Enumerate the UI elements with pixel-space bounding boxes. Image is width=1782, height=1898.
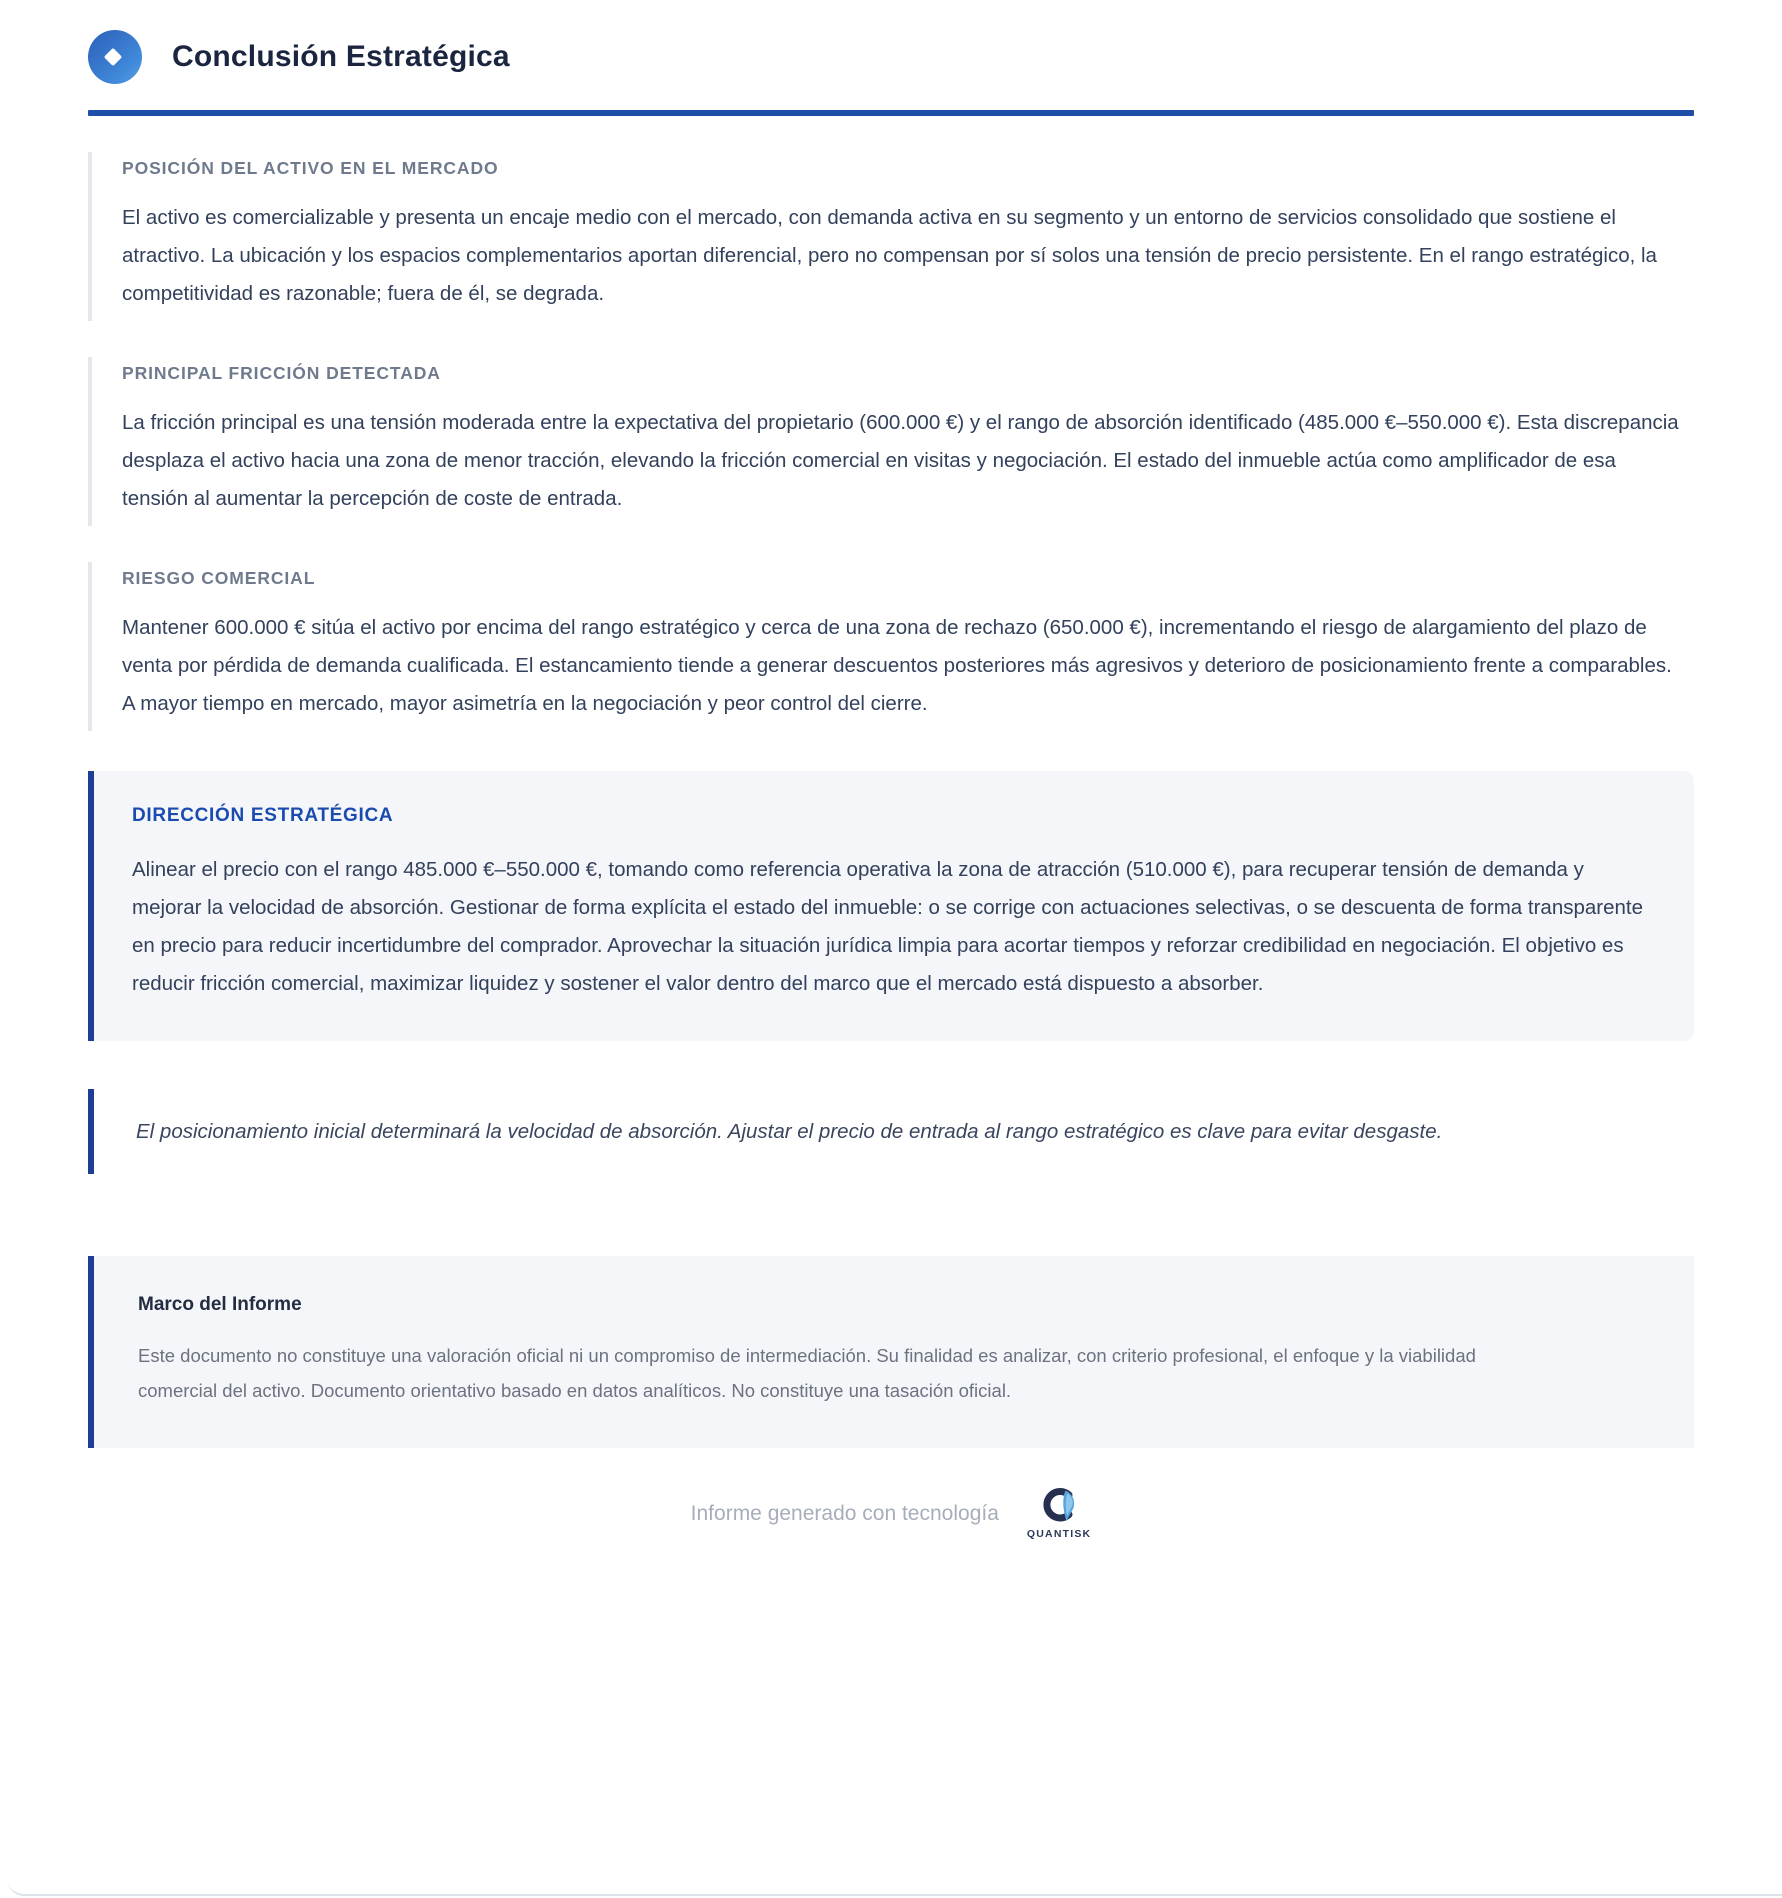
frame-title: Marco del Informe bbox=[138, 1294, 302, 1315]
section-posicion-mercado bbox=[88, 152, 1694, 321]
strategy-paragraph: Alinear el precio con el rango 485.000 €–550.000 €, tomando como referencia operativa la zona de atracción (510.000 €), para recuperar tensión de demanda y mejorar la velocidad de absorción. Gestionar de forma explícita el estado del inmueble: o se corrige con actuaciones selectivas, o se descuenta de forma transparente en precio para reducir incertidumbre del comprador. Aprovechar la situación jurídica limpia para acortar tiempos y reforzar credibilidad en negociación. El objetivo es reducir fricción comercial, maximizar liquidez y sostener el valor dentro del marco que el mercado está dispuesto a absorber. bbox=[132, 858, 1644, 995]
section-heading: PRINCIPAL FRICCIÓN DETECTADA bbox=[122, 363, 441, 383]
quote-text: El posicionamiento inicial determinará la velocidad de absorción. Ajustar el precio de entrada al rango estratégico es clave para evitar desgaste. bbox=[136, 1120, 1443, 1143]
brand-caption: QUANTISK bbox=[1026, 1528, 1092, 1540]
report-header bbox=[88, 30, 1694, 84]
frame-text: Este documento no constituye una valoración oficial ni un compromiso de intermediación. Su finalidad es analizar, con criterio profesional, el enfoque y la viabilidad comercial del activo. Documento orientativo basado en datos analíticos. No constituye una tasación oficial. bbox=[138, 1345, 1476, 1401]
card-bottom-edge bbox=[8, 1880, 1782, 1896]
page-title: Conclusión Estratégica bbox=[172, 40, 510, 73]
section-paragraph: Mantener 600.000 € sitúa el activo por encima del rango estratégico y cerca de una zona de rechazo (650.000 €), incrementando el riesgo de alargamiento del plazo de venta por pérdida de demanda cualificada. El estancamiento tiende a generar descuentos posteriores más agresivos y deterioro de posicionamiento frente a comparables. A mayor tiempo en mercado, mayor asimetría en la negociación y peor control del cierre. bbox=[122, 616, 1672, 715]
header-divider bbox=[88, 110, 1694, 116]
brand-logo bbox=[1027, 1488, 1091, 1540]
section-riesgo-comercial bbox=[88, 562, 1694, 731]
key-insight-quote bbox=[88, 1089, 1694, 1174]
section-friccion-detectada bbox=[88, 357, 1694, 526]
section-heading: POSICIÓN DEL ACTIVO EN EL MERCADO bbox=[122, 158, 499, 178]
diamond-badge-icon bbox=[88, 30, 142, 84]
section-paragraph: El activo es comercializable y presenta un encaje medio con el mercado, con demanda activa en su segmento y un entorno de servicios consolidado que sostiene el atractivo. La ubicación y los espacios complementarios aportan diferencial, pero no compensan por sí solos una tensión de precio persistente. En el rango estratégico, la competitividad es razonable; fuera de él, se degrada. bbox=[122, 206, 1657, 305]
footer-text: Informe generado con tecnología bbox=[690, 1502, 999, 1525]
quantisk-logo-icon bbox=[1039, 1488, 1079, 1526]
report-frame-box bbox=[88, 1256, 1694, 1448]
strategy-direction-box bbox=[88, 771, 1694, 1041]
strategy-heading: DIRECCIÓN ESTRATÉGICA bbox=[132, 805, 394, 826]
section-paragraph: La fricción principal es una tensión moderada entre la expectativa del propietario (600.000 €) y el rango de absorción identificado (485.000 €–550.000 €). Esta discrepancia desplaza el activo hacia una zona de menor tracción, elevando la fricción comercial en visitas y negociación. El estado del inmueble actúa como amplificador de esa tensión al aumentar la percepción de coste de entrada. bbox=[122, 411, 1679, 510]
section-heading: RIESGO COMERCIAL bbox=[122, 568, 316, 588]
report-footer bbox=[88, 1488, 1694, 1540]
